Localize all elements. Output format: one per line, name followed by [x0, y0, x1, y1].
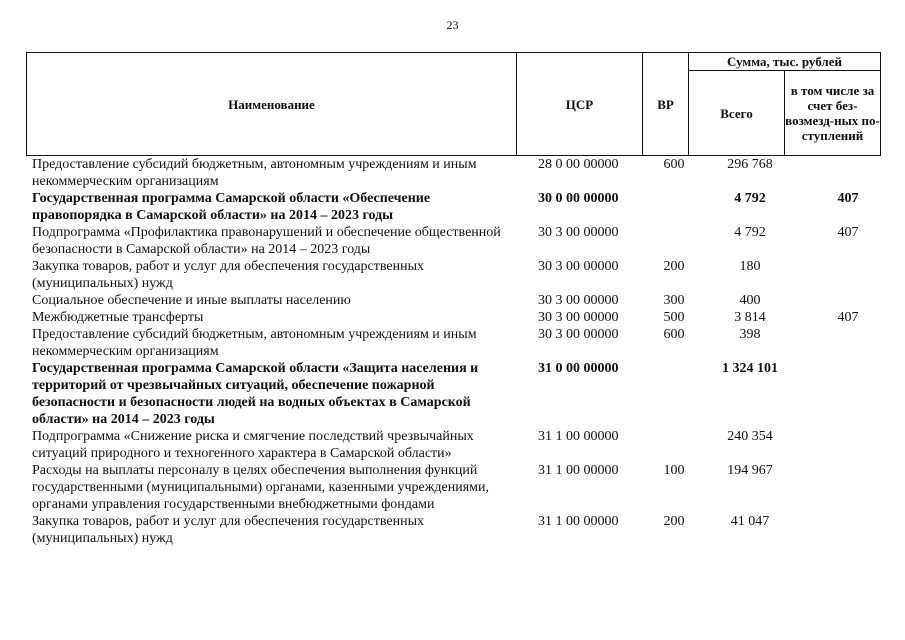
row-name: Предоставление субсидий бюджетным, автономным учреждениям и иным некоммерческим организациям [32, 157, 477, 189]
header-csr: ЦСР [517, 53, 643, 156]
table-row [32, 292, 882, 309]
page-number: 23 [446, 18, 459, 32]
header-vr: ВР [643, 53, 689, 156]
row-csr: 30 3 00 00000 [538, 293, 619, 308]
row-name: Социальное обеспечение и иные выплаты населению [32, 293, 351, 308]
table-row [32, 462, 882, 513]
row-total: 180 [739, 259, 761, 274]
row-csr: 28 0 00 00000 [538, 157, 619, 172]
table-row [32, 326, 882, 360]
table-row [32, 224, 882, 258]
row-vr: 600 [663, 157, 685, 172]
row-csr: 30 3 00 00000 [538, 310, 619, 325]
row-vr: 500 [663, 310, 685, 325]
row-name: Закупка товаров, работ и услуг для обеспечения государственных (муниципальных) нужд [32, 514, 425, 546]
row-total: 240 354 [727, 429, 773, 444]
header-name: Наименование [27, 53, 517, 156]
row-total: 1 324 101 [722, 361, 778, 376]
table-row [32, 190, 882, 224]
row-name: Подпрограмма «Профилактика правонарушений и обеспечение общественной безопасности в Самарской области» на 2014 – 2023 годы [32, 225, 501, 257]
row-csr: 31 1 00 00000 [538, 463, 619, 478]
table-body [32, 156, 882, 547]
row-total: 194 967 [727, 463, 773, 478]
row-total: 4 792 [734, 225, 766, 240]
table-row [32, 156, 882, 190]
row-csr: 30 3 00 00000 [538, 259, 619, 274]
header-sum: Сумма, тыс. рублей [689, 53, 881, 71]
row-csr: 30 0 00 00000 [538, 191, 619, 206]
row-name: Расходы на выплаты персоналу в целях обеспечения выполнения функций государственными (муниципальными) органами, казенными учреждениями, органами управления государственными внебюджетными фондами [32, 463, 489, 512]
table-header [26, 52, 881, 156]
row-vr: 600 [663, 327, 685, 342]
row-total: 398 [739, 327, 761, 342]
row-name: Государственная программа Самарской области «Обеспечение правопорядка в Самарской области» на 2014 – 2023 годы [32, 191, 431, 223]
row-csr: 30 3 00 00000 [538, 225, 619, 240]
row-including-free: 407 [837, 191, 859, 206]
row-total: 41 047 [730, 514, 770, 529]
row-name: Межбюджетные трансферты [32, 310, 204, 325]
row-csr: 31 1 00 00000 [538, 514, 619, 529]
row-including-free: 407 [837, 310, 859, 325]
row-vr: 100 [663, 463, 685, 478]
row-total: 400 [739, 293, 761, 308]
header-total: Всего [689, 71, 785, 156]
table-row [32, 258, 882, 292]
row-name: Закупка товаров, работ и услуг для обеспечения государственных (муниципальных) нужд [32, 259, 425, 291]
row-csr: 31 1 00 00000 [538, 429, 619, 444]
row-vr: 200 [663, 514, 685, 529]
row-vr: 300 [663, 293, 685, 308]
row-including-free: 407 [837, 225, 859, 240]
row-name: Предоставление субсидий бюджетным, автономным учреждениям и иным некоммерческим организациям [32, 327, 477, 359]
table-row [32, 309, 882, 326]
row-csr: 30 3 00 00000 [538, 327, 619, 342]
row-total: 3 814 [734, 310, 766, 325]
table-row [32, 360, 882, 428]
header-including-free: в том числе за счет без-возмезд-ных по-ступлений [785, 71, 881, 156]
table-row [32, 513, 882, 547]
row-vr: 200 [663, 259, 685, 274]
row-name: Государственная программа Самарской области «Защита населения и территорий от чрезвычайных ситуаций, обеспечение пожарной безопасности и безопасности людей на водных объектах в Самарской области» на 2014 – 2023 годы [32, 361, 479, 427]
row-total: 4 792 [734, 191, 766, 206]
row-name: Подпрограмма «Снижение риска и смягчение последствий чрезвычайных ситуаций природного и техногенного характера в Самарской области» [32, 429, 474, 461]
row-total: 296 768 [727, 157, 773, 172]
row-csr: 31 0 00 00000 [538, 361, 619, 376]
table-row [32, 428, 882, 462]
